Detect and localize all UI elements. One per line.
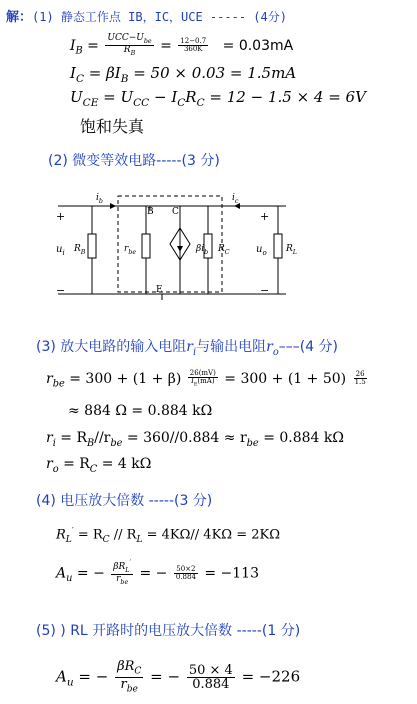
uo-label: $u_o$ — [256, 244, 267, 257]
rbe-approx: ≈ 884 Ω = 0.884 kΩ — [68, 403, 213, 419]
ic-label: $i_c$ — [232, 193, 239, 205]
au-open-fraction-numeric: $\frac{50 \times 4}{0.884}$ — [188, 662, 233, 693]
part2-header: (2) 微变等效电路-----(3 分) — [48, 153, 220, 169]
ic-equation: $I_C = \beta I_B = 50 \times 0.03 = 1.5mA$ — [70, 64, 297, 85]
distortion-conclusion: 饱和失真 — [80, 117, 145, 136]
ri-equation: $r_i = R_B//r_{be} = 360//0.884 \approx r_{be} = 0.884$ kΩ — [46, 430, 344, 449]
part3-header: (3) 放大电路的输入电阻$r_i$与输出电阻$r_o---(4$ 分) — [36, 339, 339, 358]
ib-label: $i_b$ — [96, 193, 103, 205]
current-source-arrow — [177, 246, 183, 252]
rbe-fraction: $\frac{26(mV)}{I_E(mA)}$ — [189, 369, 216, 388]
ui-label: $u_i$ — [56, 244, 65, 257]
ib-fraction-numeric: $\frac{12-0.7}{360K}$ — [180, 37, 207, 54]
small-signal-circuit-diagram — [50, 190, 310, 310]
node-c-label: C — [172, 207, 179, 217]
beta-ib-label: $\beta i_b$ — [196, 244, 209, 256]
rb-label: $R_B$ — [74, 244, 86, 256]
minus-right: − — [260, 284, 270, 297]
au-fraction: $\frac{\beta R_L'}{r_{be}}$ — [113, 559, 132, 587]
part4-header: (4) 电压放大倍数 -----(3 分) — [36, 493, 213, 509]
plus-right: + — [260, 210, 270, 223]
rbe-resistor — [142, 234, 150, 258]
rb-resistor — [88, 234, 96, 258]
au-open-equation: $A_u$ = − $\frac{\beta R_C}{r_{be}}$ = − $\frac{50 \times 4}{0.884}$ = −226 — [56, 659, 301, 695]
rc-label: $R_C$ — [218, 244, 230, 256]
minus-left: − — [56, 284, 66, 297]
rl-label: $R_L$ — [286, 244, 297, 256]
ib-arrow — [110, 203, 116, 209]
rl-prime-equation: $R_L' = R_C // R_L = 4K\Omega//$ 4KΩ = 2KΩ — [56, 526, 280, 545]
node-b-label: B — [147, 207, 154, 217]
ib-equation: $I_B$ = $\frac{UCC-U_{be}}{R_B}$ = $\frac{12-0.7}{360K}$ = 0.03mA — [70, 33, 294, 58]
au-equation: $A_u$ = − $\frac{\beta R_L'}{r_{be}}$ = − $\frac{50\times 2}{0.884}$ = −113 — [56, 559, 259, 587]
uce-equation: $U_{CE} = U_{CC} - I_CR_C = 12 - 1.5 \times 4 = 6V$ — [70, 88, 366, 109]
au-fraction-numeric: $\frac{50\times 2}{0.884}$ — [175, 564, 196, 581]
part1-header — [6, 6, 287, 25]
rbe-equation: $r_{be} = 300 + (1 + \beta)$ $\frac{26(mV)}{I_E(mA)}$ = 300 + (1 + 50) $\frac{26}{1.5}$ — [46, 369, 366, 390]
au-open-fraction: $\frac{\beta R_C}{r_{be}}$ — [117, 659, 142, 695]
solution-prefix: 解： — [6, 10, 33, 25]
part5-header: (5) ) RL 开路时的电压放大倍数 -----(1 分) — [36, 623, 301, 639]
plus-left: + — [56, 210, 66, 223]
part1-header-text: (1) 静态工作点 IB，IC，UCE ----- (4分) — [32, 10, 287, 24]
ro-equation: $r_o = R_C = 4$ kΩ — [46, 456, 152, 475]
rbe-label: $r_{be}$ — [124, 244, 137, 256]
rl-resistor — [274, 234, 282, 258]
rbe-fraction-numeric: $\frac{26}{1.5}$ — [354, 370, 366, 387]
node-e-label: E — [156, 285, 163, 295]
ib-fraction-symbolic: $\frac{UCC-U_{be}}{R_B}$ — [107, 33, 152, 58]
